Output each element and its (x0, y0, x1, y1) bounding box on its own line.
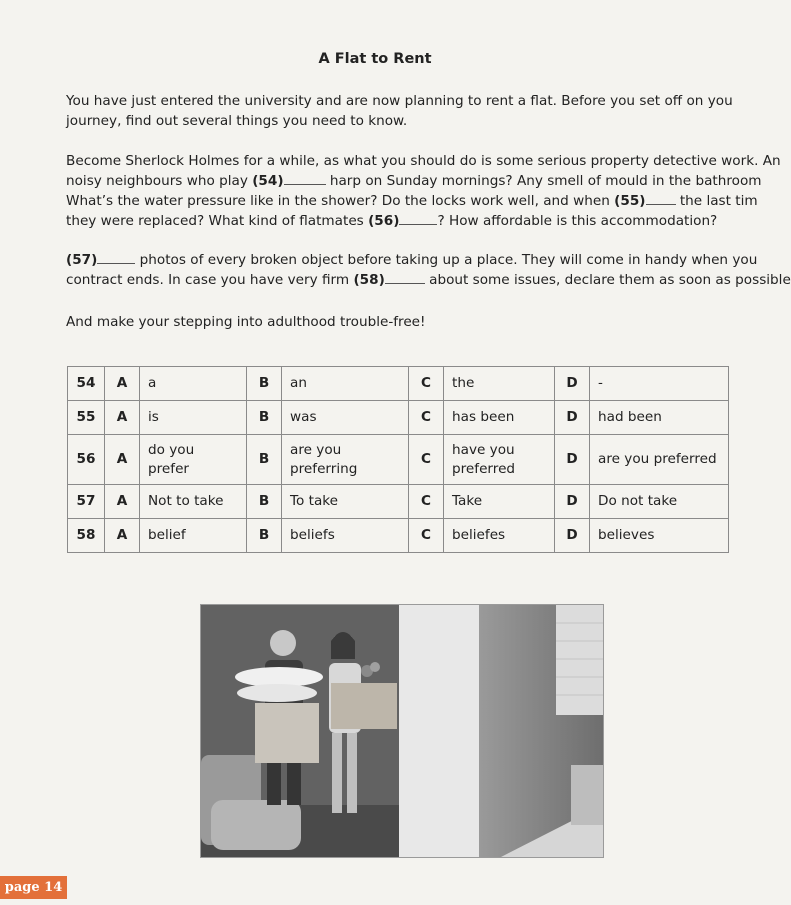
table-row (68, 519, 729, 553)
closing-line: And make your stepping into adulthood trouble-free! (66, 314, 426, 330)
option-a[interactable]: a (140, 367, 247, 401)
gap-55-label: (55) (614, 193, 646, 209)
option-d[interactable]: - (590, 367, 729, 401)
option-b[interactable]: To take (282, 485, 409, 519)
option-c[interactable]: the (444, 367, 555, 401)
option-letter: D (555, 519, 590, 553)
option-b[interactable]: an (282, 367, 409, 401)
option-letter: A (105, 401, 140, 435)
option-a[interactable]: is (140, 401, 247, 435)
table-row (68, 401, 729, 435)
text-line: What’s the water pressure like in the shower? Do the locks work well, and when (55) the last tim (66, 193, 758, 209)
option-b[interactable]: beliefs (282, 519, 409, 553)
table-row (68, 367, 729, 401)
option-a[interactable]: Not to take (140, 485, 247, 519)
option-d[interactable]: are you preferred (590, 435, 729, 485)
gap-58-label: (58) (353, 272, 385, 288)
option-letter: A (105, 367, 140, 401)
photo-illustration (201, 605, 603, 857)
option-letter: C (409, 519, 444, 553)
gap-57-blank (97, 251, 135, 264)
table-row (68, 435, 729, 485)
option-letter: A (105, 485, 140, 519)
gap-54-blank (284, 172, 326, 185)
option-d[interactable]: believes (590, 519, 729, 553)
text-line: contract ends. In case you have very firm (58) about some issues, declare them as soon as possible (66, 272, 791, 288)
option-c[interactable]: has been (444, 401, 555, 435)
option-c[interactable]: beliefes (444, 519, 555, 553)
option-letter: D (555, 435, 590, 485)
option-letter: C (409, 401, 444, 435)
option-letter: A (105, 519, 140, 553)
option-letter: D (555, 401, 590, 435)
question-number: 57 (68, 485, 105, 519)
gap-56-label: (56) (368, 213, 400, 229)
option-letter: B (247, 367, 282, 401)
moving-couple-photo (200, 604, 604, 858)
photos-paragraph (66, 250, 791, 290)
option-letter: A (105, 435, 140, 485)
question-number: 56 (68, 435, 105, 485)
intro-paragraph (66, 91, 766, 131)
option-letter: C (409, 367, 444, 401)
text-line: they were replaced? What kind of flatmates (56) ? How affordable is this accommodation? (66, 213, 718, 229)
option-letter: B (247, 519, 282, 553)
option-c[interactable]: have you preferred (444, 435, 555, 485)
gap-55-blank (646, 192, 676, 205)
option-d[interactable]: Do not take (590, 485, 729, 519)
option-letter: C (409, 435, 444, 485)
question-number: 55 (68, 401, 105, 435)
option-letter: B (247, 401, 282, 435)
option-letter: B (247, 485, 282, 519)
options-table (67, 366, 729, 553)
detective-paragraph (66, 151, 781, 231)
question-number: 54 (68, 367, 105, 401)
option-letter: D (555, 367, 590, 401)
gap-58-blank (385, 271, 425, 284)
option-c[interactable]: Take (444, 485, 555, 519)
table-row (68, 485, 729, 519)
question-number: 58 (68, 519, 105, 553)
text-line: Become Sherlock Holmes for a while, as what you should do is some serious property detective work. An (66, 153, 781, 169)
option-letter: B (247, 435, 282, 485)
option-b[interactable]: are you preferring (282, 435, 409, 485)
text-line: (57) photos of every broken object before taking up a place. They will come in handy when you (66, 252, 758, 268)
gap-54-label: (54) (252, 173, 284, 189)
option-d[interactable]: had been (590, 401, 729, 435)
gap-56-blank (399, 212, 437, 225)
text-line: noisy neighbours who play (54) harp on Sunday mornings? Any smell of mould in the bathroom (66, 173, 762, 189)
option-a[interactable]: do you prefer (140, 435, 247, 485)
option-letter: C (409, 485, 444, 519)
text-line: You have just entered the university and are now planning to rent a flat. Before you set off on you (66, 93, 733, 109)
text-line: journey, find out several things you need to know. (66, 113, 408, 129)
option-letter: D (555, 485, 590, 519)
page-title: A Flat to Rent (318, 51, 432, 67)
page-number-badge: page 14 (0, 876, 67, 899)
option-b[interactable]: was (282, 401, 409, 435)
gap-57-label: (57) (66, 252, 98, 268)
option-a[interactable]: belief (140, 519, 247, 553)
